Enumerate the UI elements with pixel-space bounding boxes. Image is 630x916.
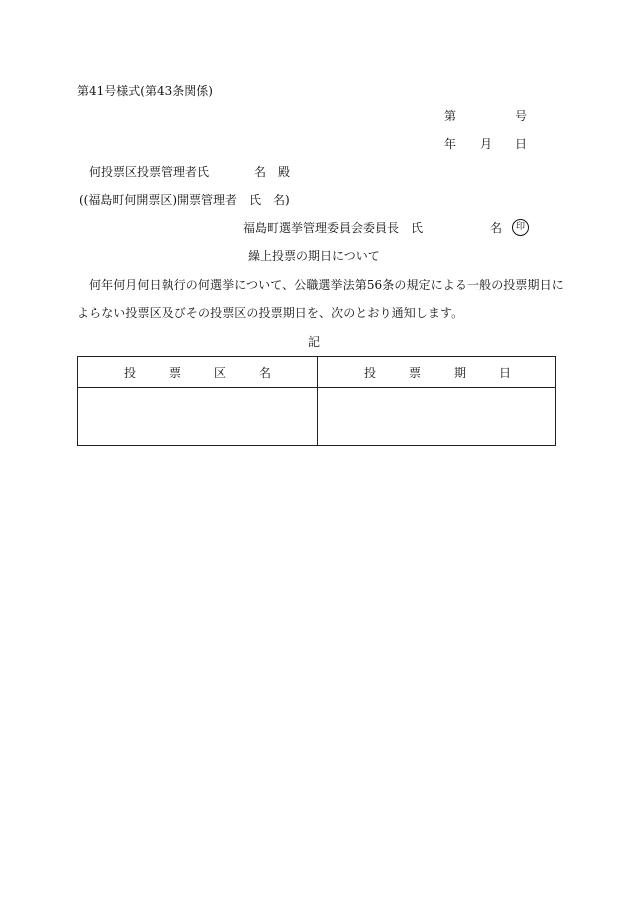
document-number-prefix: 第 [444, 109, 457, 123]
document-number-suffix: 号 [515, 109, 528, 123]
sender-name-label: 名 [490, 221, 503, 235]
date-day-label: 日 [515, 137, 528, 151]
table-header-polling-date: 投票期日 [363, 366, 544, 380]
body-text-line-2: よらない投票区及びその投票区の投票期日を、次のとおり通知します。 [77, 306, 464, 320]
date-month-label: 月 [480, 137, 493, 151]
addressee-counting-manager: ((福島町何開票区)開票管理者 氏 名) [79, 193, 290, 207]
ki-heading: 記 [308, 335, 321, 349]
form-identifier: 第41号様式(第43条関係) [77, 84, 213, 98]
addressee-honorific: 名 殿 [254, 165, 291, 179]
addressee-polling-manager: 何投票区投票管理者氏 [89, 165, 210, 179]
date-year-label: 年 [444, 137, 457, 151]
body-text-line-1: 何年何月何日執行の何選挙について、公職選挙法第56条の規定による一般の投票期日に [89, 278, 564, 292]
document-subject: 繰上投票の期日について [248, 249, 380, 263]
seal-stamp-icon: 印 [512, 219, 529, 236]
sender-title: 福島町選挙管理委員会委員長 氏 [243, 221, 424, 235]
table-header-polling-district: 投票区名 [123, 366, 304, 380]
polling-schedule-table [77, 356, 556, 446]
